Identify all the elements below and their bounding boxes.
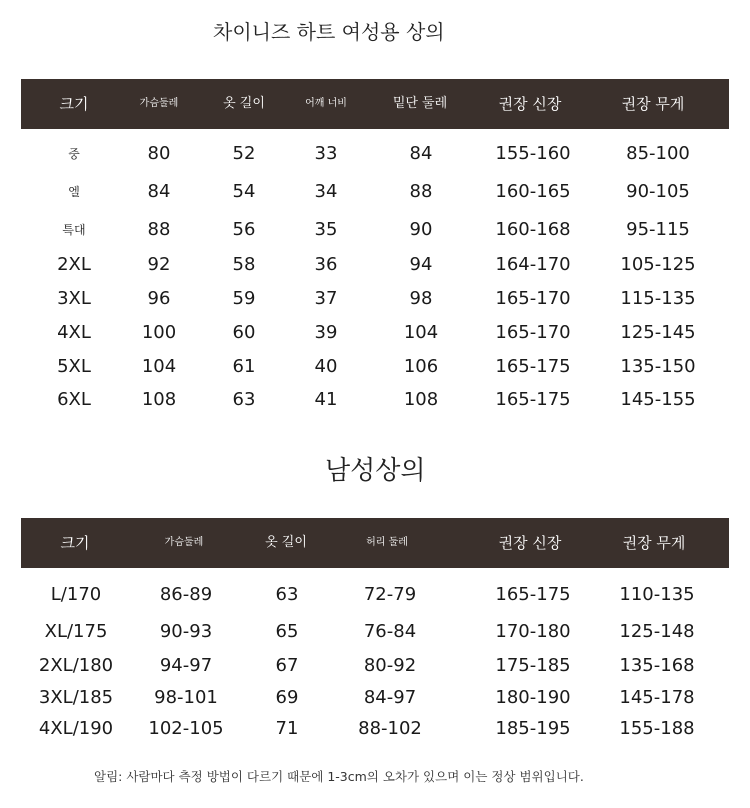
table-row <box>0 651 750 681</box>
men-table-title: 남성상의 <box>325 456 426 486</box>
table-row <box>0 215 750 245</box>
women-header-chest: 가슴둘레 <box>139 98 179 109</box>
table-cell: 155-160 <box>495 143 571 164</box>
table-cell: 125-145 <box>620 322 696 343</box>
table-cell: 90-93 <box>159 621 213 642</box>
table-cell: 106 <box>403 356 439 377</box>
table-cell: 특대 <box>62 223 86 237</box>
table-row <box>0 284 750 314</box>
table-cell: 125-148 <box>619 621 695 642</box>
table-cell: 71 <box>275 718 299 739</box>
table-cell: 34 <box>314 181 338 202</box>
table-cell: 108 <box>141 389 177 410</box>
table-cell: 115-135 <box>620 288 696 309</box>
table-row <box>0 352 750 382</box>
table-cell: 5XL <box>57 356 91 377</box>
table-cell: 52 <box>232 143 256 164</box>
table-cell: 92 <box>147 254 171 275</box>
table-cell: 2XL/180 <box>38 655 114 676</box>
table-row <box>0 683 750 713</box>
table-cell: 90 <box>409 219 433 240</box>
table-cell: 164-170 <box>495 254 571 275</box>
table-cell: 105-125 <box>620 254 696 275</box>
table-cell: 84-97 <box>363 687 417 708</box>
table-cell: 165-170 <box>495 288 571 309</box>
men-header-waist: 허리 둘레 <box>366 537 408 548</box>
table-row <box>0 318 750 348</box>
table-cell: 135-168 <box>619 655 695 676</box>
table-cell: 165-175 <box>495 356 571 377</box>
table-cell: 60 <box>232 322 256 343</box>
table-cell: 160-165 <box>495 181 571 202</box>
table-cell: 72-79 <box>363 584 417 605</box>
table-cell: 102-105 <box>148 718 224 739</box>
women-table-title: 차이니즈 하트 여성용 상의 <box>213 20 445 44</box>
table-cell: 6XL <box>57 389 91 410</box>
table-cell: 76-84 <box>363 621 417 642</box>
men-header-length: 옷 길이 <box>265 535 307 550</box>
table-cell: 37 <box>314 288 338 309</box>
table-cell: 165-175 <box>495 389 571 410</box>
women-header-size: 크기 <box>59 95 89 113</box>
table-cell: 160-168 <box>495 219 571 240</box>
table-cell: 85-100 <box>626 143 690 164</box>
men-header-height: 권장 신장 <box>498 534 562 552</box>
table-cell: 39 <box>314 322 338 343</box>
women-table-header <box>21 79 729 129</box>
table-cell: 94 <box>409 254 433 275</box>
table-cell: 100 <box>141 322 177 343</box>
table-cell: 65 <box>275 621 299 642</box>
table-cell: 엘 <box>68 185 80 199</box>
table-cell: 88-102 <box>358 718 422 739</box>
table-cell: 63 <box>232 389 256 410</box>
table-cell: 175-185 <box>495 655 571 676</box>
table-cell: 135-150 <box>620 356 696 377</box>
women-header-hem: 밑단 둘레 <box>392 96 448 111</box>
table-cell: 4XL <box>57 322 91 343</box>
men-table-header <box>21 518 729 568</box>
table-cell: 36 <box>314 254 338 275</box>
table-cell: 155-188 <box>619 718 695 739</box>
table-cell: 3XL/185 <box>38 687 114 708</box>
table-cell: 63 <box>275 584 299 605</box>
table-cell: 61 <box>232 356 256 377</box>
table-cell: 41 <box>314 389 338 410</box>
table-cell: 98 <box>409 288 433 309</box>
table-cell: 중 <box>68 147 80 161</box>
men-header-chest: 가슴둘레 <box>164 537 204 548</box>
table-row <box>0 177 750 207</box>
table-cell: 145-178 <box>619 687 695 708</box>
table-cell: 165-170 <box>495 322 571 343</box>
men-header-weight: 권장 무게 <box>622 534 686 552</box>
table-cell: 56 <box>232 219 256 240</box>
table-cell: 69 <box>275 687 299 708</box>
table-cell: 3XL <box>57 288 91 309</box>
table-cell: 98-101 <box>154 687 218 708</box>
table-cell: 54 <box>232 181 256 202</box>
measurement-note: 알림: 사람마다 측정 방법이 다르기 때문에 1-3cm의 오차가 있으며 이는 정상 범위입니다. <box>94 769 584 784</box>
table-cell: 95-115 <box>626 219 690 240</box>
women-header-length: 옷 길이 <box>223 96 265 111</box>
table-cell: 58 <box>232 254 256 275</box>
table-cell: 59 <box>232 288 256 309</box>
table-cell: 170-180 <box>495 621 571 642</box>
table-cell: 35 <box>314 219 338 240</box>
women-header-height: 권장 신장 <box>498 95 562 113</box>
table-cell: 80 <box>147 143 171 164</box>
table-cell: 84 <box>409 143 433 164</box>
table-cell: 180-190 <box>495 687 571 708</box>
table-cell: 90-105 <box>626 181 690 202</box>
table-row <box>0 139 750 169</box>
table-cell: 33 <box>314 143 338 164</box>
women-header-weight: 권장 무게 <box>621 95 685 113</box>
table-row <box>0 714 750 744</box>
table-cell: 94-97 <box>159 655 213 676</box>
table-cell: 165-175 <box>495 584 571 605</box>
table-cell: 2XL <box>57 254 91 275</box>
men-header-size: 크기 <box>60 534 90 552</box>
table-row <box>0 250 750 280</box>
table-cell: 104 <box>141 356 177 377</box>
table-cell: 185-195 <box>495 718 571 739</box>
table-cell: 96 <box>147 288 171 309</box>
table-cell: 84 <box>147 181 171 202</box>
table-cell: 80-92 <box>363 655 417 676</box>
women-header-shoulder: 어깨 너비 <box>305 98 347 109</box>
table-cell: 4XL/190 <box>38 718 114 739</box>
table-cell: 145-155 <box>620 389 696 410</box>
table-cell: 40 <box>314 356 338 377</box>
table-cell: XL/175 <box>44 621 108 642</box>
table-row <box>0 385 750 415</box>
table-cell: 67 <box>275 655 299 676</box>
table-cell: 108 <box>403 389 439 410</box>
table-cell: 104 <box>403 322 439 343</box>
table-cell: L/170 <box>50 584 102 605</box>
table-cell: 88 <box>147 219 171 240</box>
table-cell: 110-135 <box>619 584 695 605</box>
table-row <box>0 617 750 647</box>
table-cell: 86-89 <box>159 584 213 605</box>
table-row <box>0 580 750 610</box>
table-cell: 88 <box>409 181 433 202</box>
